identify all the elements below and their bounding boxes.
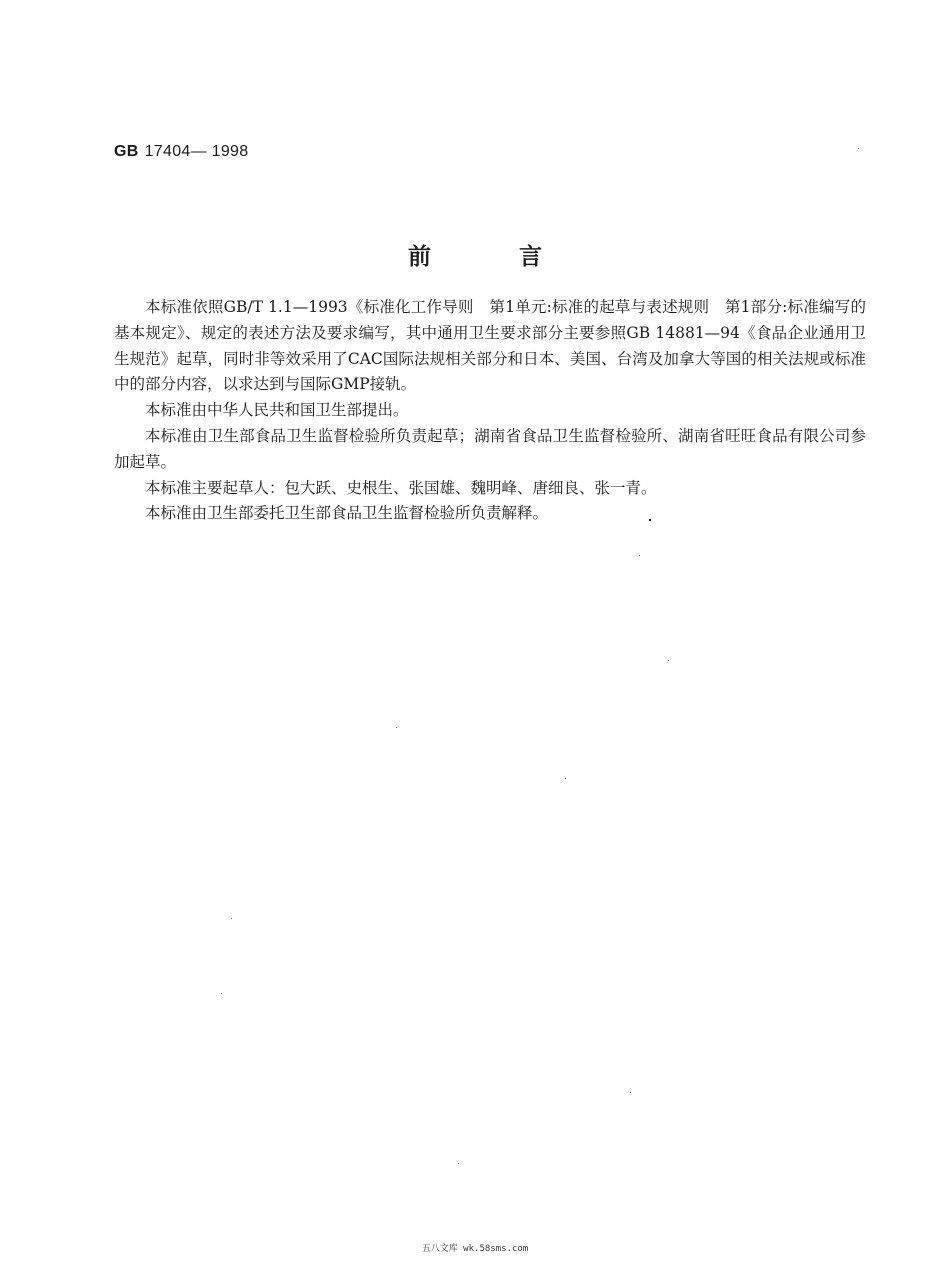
scan-speck — [639, 555, 640, 556]
scan-speck — [565, 778, 566, 779]
scan-speck — [649, 519, 651, 521]
document-body — [114, 295, 866, 527]
scan-speck — [396, 727, 397, 728]
scan-speck — [668, 660, 669, 661]
footer-watermark: 五八文库 wk.58sms.com — [421, 1244, 529, 1254]
scan-speck — [231, 918, 232, 919]
standard-code — [114, 143, 248, 161]
scan-speck — [630, 1092, 631, 1093]
paragraph-proposer: 本标准由中华人民共和国卫生部提出。 — [145, 401, 409, 420]
standard-number: 17404— 1998 — [144, 143, 249, 160]
paragraph-drafters: 本标准主要起草人：包大跃、史根生、张国雄、魏明峰、唐细良、张一青。 — [145, 478, 657, 497]
paragraph-basis: 本标准依照GB/T 1.1—1993《标准化工作导则 第1单元:标准的起草与表述规则 第1部分:标准编写的基本规定》、规定的表述方法及要求编写，其中通用卫生要求部分主要参照GB 14881—94《食品企业通用卫生规范》起草，同时非等效采用了CAC国际法规相关部分和日本、美国、台湾及加拿大等国的相关法规或标准中的部分内容，以求达到与国际GMP接轨。 — [114, 298, 866, 394]
scan-speck — [858, 148, 859, 149]
paragraph-drafting-units: 本标准由卫生部食品卫生监督检验所负责起草；湖南省食品卫生监督检验所、湖南省旺旺食品有限公司参加起草。 — [114, 426, 866, 471]
scan-speck — [221, 993, 222, 994]
paragraph-interpretation: 本标准由卫生部委托卫生部食品卫生监督检验所负责解释。 — [145, 504, 549, 523]
page-title: 前言 — [408, 244, 630, 270]
scan-speck — [458, 1163, 459, 1164]
standard-prefix: GB — [114, 143, 139, 160]
